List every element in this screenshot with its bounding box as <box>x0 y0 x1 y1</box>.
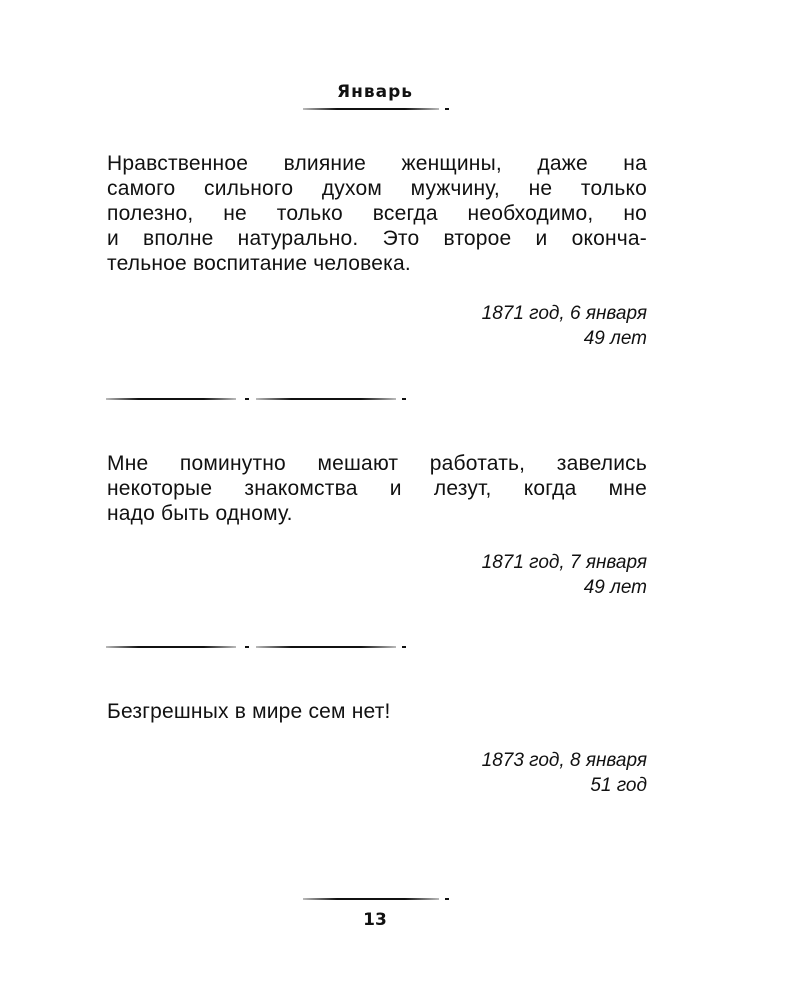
entry-date: 1871 год, 6 января <box>481 303 647 324</box>
page-number: 13 <box>363 910 387 930</box>
entry-age: 49 лет <box>583 328 647 349</box>
entry-age: 51 год <box>590 775 647 796</box>
header-ornament <box>303 108 451 111</box>
diary-entry-2-text <box>107 451 647 526</box>
entry-age: 49 лет <box>583 577 647 598</box>
section-separator <box>106 398 406 401</box>
entry-date: 1873 год, 8 января <box>481 750 647 771</box>
entry-line: надо быть одному. <box>107 502 293 525</box>
entry-line: тельное воспитание человека. <box>107 252 411 275</box>
entry-line: некоторые знакомства и лезут, когда мне <box>107 477 647 500</box>
footer-ornament <box>303 898 451 901</box>
entry-line: и вполне натурально. Это второе и оконча- <box>107 227 647 250</box>
diary-entry-3-text <box>107 699 647 724</box>
diary-entry-2-signature <box>482 550 647 600</box>
entry-line: Безгрешных в мире сем нет! <box>107 700 391 723</box>
diary-entry-3-signature <box>482 748 647 798</box>
entry-line: Мне поминутно мешают работать, завелись <box>107 452 647 475</box>
diary-entry-1-text <box>107 151 647 276</box>
running-header: Январь <box>337 82 413 102</box>
entry-line: Нравственное влияние женщины, даже на <box>107 152 647 175</box>
entry-date: 1871 год, 7 января <box>481 552 647 573</box>
section-separator <box>106 646 406 649</box>
entry-line: полезно, не только всегда необходимо, но <box>107 202 647 225</box>
diary-entry-1-signature <box>482 301 647 351</box>
entry-line: самого сильного духом мужчину, не только <box>107 177 647 200</box>
